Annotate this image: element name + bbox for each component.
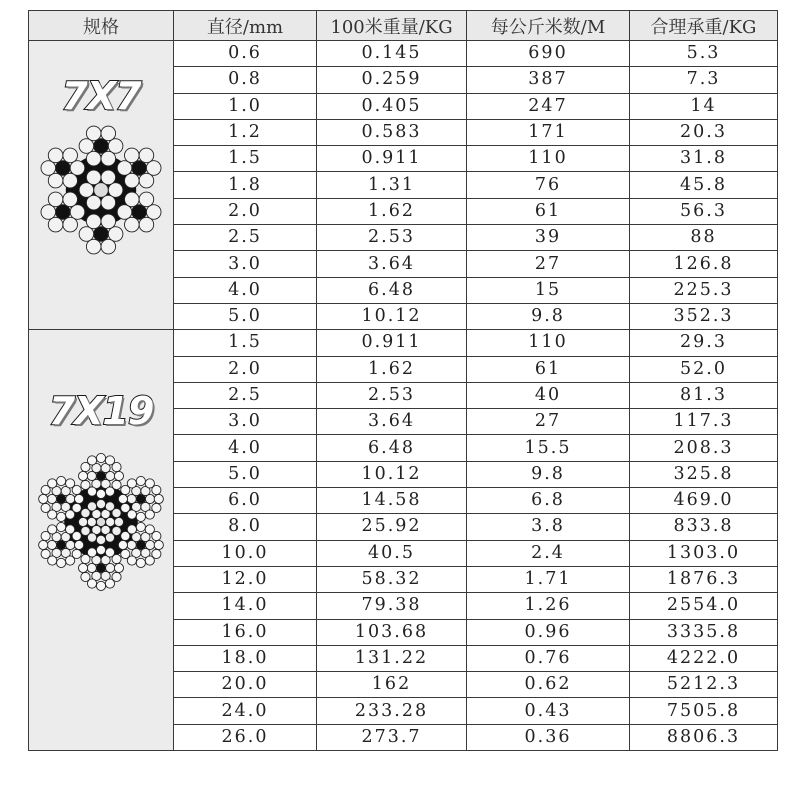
weight-per-100m-cell: 10.12 [317, 303, 467, 329]
rated-load-cell: 4222.0 [630, 645, 778, 671]
weight-per-100m-cell: 0.259 [317, 67, 467, 93]
diameter-cell: 10.0 [174, 540, 317, 566]
meters-per-kg-cell: 27 [467, 409, 630, 435]
table-row [29, 41, 778, 67]
rated-load-cell: 81.3 [630, 382, 778, 408]
rated-load-cell: 45.8 [630, 172, 778, 198]
spec-title: 7X19 [48, 389, 154, 434]
diameter-cell: 5.0 [174, 461, 317, 487]
rated-load-cell: 14 [630, 93, 778, 119]
weight-per-100m-cell: 1.62 [317, 356, 467, 382]
diameter-cell: 1.5 [174, 330, 317, 356]
meters-per-kg-cell: 15 [467, 277, 630, 303]
diameter-cell: 8.0 [174, 514, 317, 540]
diameter-cell: 1.2 [174, 119, 317, 145]
weight-per-100m-cell: 1.31 [317, 172, 467, 198]
rope-7x19-cross-section-icon [29, 452, 173, 592]
meters-per-kg-cell: 0.76 [467, 645, 630, 671]
diameter-cell: 4.0 [174, 277, 317, 303]
meters-per-kg-cell: 61 [467, 198, 630, 224]
diameter-cell: 3.0 [174, 409, 317, 435]
weight-per-100m-cell: 6.48 [317, 435, 467, 461]
table-row [29, 330, 778, 356]
meters-per-kg-cell: 690 [467, 41, 630, 67]
header-diameter: 直径/mm [174, 11, 317, 41]
diameter-cell: 2.5 [174, 382, 317, 408]
diameter-cell: 6.0 [174, 488, 317, 514]
diameter-cell: 4.0 [174, 435, 317, 461]
rated-load-cell: 5212.3 [630, 672, 778, 698]
weight-per-100m-cell: 3.64 [317, 409, 467, 435]
diameter-cell: 0.6 [174, 41, 317, 67]
weight-per-100m-cell: 6.48 [317, 277, 467, 303]
rated-load-cell: 3335.8 [630, 619, 778, 645]
weight-per-100m-cell: 40.5 [317, 540, 467, 566]
wire-rope-spec-sheet [28, 10, 777, 751]
weight-per-100m-cell: 10.12 [317, 461, 467, 487]
meters-per-kg-cell: 171 [467, 119, 630, 145]
rated-load-cell: 52.0 [630, 356, 778, 382]
spec-title: 7X7 [61, 74, 141, 118]
rated-load-cell: 8806.3 [630, 724, 778, 750]
diameter-cell: 16.0 [174, 619, 317, 645]
weight-per-100m-cell: 273.7 [317, 724, 467, 750]
weight-per-100m-cell: 1.62 [317, 198, 467, 224]
diameter-cell: 1.0 [174, 93, 317, 119]
diameter-cell: 2.0 [174, 356, 317, 382]
meters-per-kg-cell: 1.26 [467, 593, 630, 619]
meters-per-kg-cell: 61 [467, 356, 630, 382]
meters-per-kg-cell: 15.5 [467, 435, 630, 461]
meters-per-kg-cell: 3.8 [467, 514, 630, 540]
diameter-cell: 1.8 [174, 172, 317, 198]
header-weight-per-100m: 100米重量/KG [317, 11, 467, 41]
weight-per-100m-cell: 2.53 [317, 225, 467, 251]
diameter-cell: 1.5 [174, 146, 317, 172]
weight-per-100m-cell: 0.911 [317, 330, 467, 356]
meters-per-kg-cell: 9.8 [467, 461, 630, 487]
weight-per-100m-cell: 0.583 [317, 119, 467, 145]
meters-per-kg-cell: 9.8 [467, 303, 630, 329]
rated-load-cell: 325.8 [630, 461, 778, 487]
diameter-cell: 24.0 [174, 698, 317, 724]
weight-per-100m-cell: 0.911 [317, 146, 467, 172]
diameter-cell: 20.0 [174, 672, 317, 698]
diameter-cell: 5.0 [174, 303, 317, 329]
meters-per-kg-cell: 76 [467, 172, 630, 198]
weight-per-100m-cell: 0.405 [317, 93, 467, 119]
weight-per-100m-cell: 25.92 [317, 514, 467, 540]
diameter-cell: 3.0 [174, 251, 317, 277]
rated-load-cell: 7.3 [630, 67, 778, 93]
weight-per-100m-cell: 79.38 [317, 593, 467, 619]
diameter-cell: 12.0 [174, 566, 317, 592]
meters-per-kg-cell: 2.4 [467, 540, 630, 566]
weight-per-100m-cell: 58.32 [317, 566, 467, 592]
rated-load-cell: 2554.0 [630, 593, 778, 619]
spec-cell-content [29, 330, 173, 592]
weight-per-100m-cell: 14.58 [317, 488, 467, 514]
header-row [29, 11, 778, 41]
meters-per-kg-cell: 40 [467, 382, 630, 408]
diameter-cell: 2.0 [174, 198, 317, 224]
weight-per-100m-cell: 3.64 [317, 251, 467, 277]
weight-per-100m-cell: 233.28 [317, 698, 467, 724]
weight-per-100m-cell: 0.145 [317, 41, 467, 67]
rated-load-cell: 20.3 [630, 119, 778, 145]
rated-load-cell: 833.8 [630, 514, 778, 540]
rated-load-cell: 88 [630, 225, 778, 251]
header-spec: 规格 [29, 11, 174, 41]
table-body [29, 41, 778, 751]
meters-per-kg-cell: 0.43 [467, 698, 630, 724]
meters-per-kg-cell: 247 [467, 93, 630, 119]
meters-per-kg-cell: 110 [467, 146, 630, 172]
rated-load-cell: 1876.3 [630, 566, 778, 592]
meters-per-kg-cell: 6.8 [467, 488, 630, 514]
diameter-cell: 2.5 [174, 225, 317, 251]
rated-load-cell: 56.3 [630, 198, 778, 224]
rated-load-cell: 5.3 [630, 41, 778, 67]
diameter-cell: 0.8 [174, 67, 317, 93]
spec-cell-content [29, 41, 173, 255]
meters-per-kg-cell: 387 [467, 67, 630, 93]
meters-per-kg-cell: 0.62 [467, 672, 630, 698]
rope-7x7-cross-section-icon [29, 125, 173, 255]
rated-load-cell: 1303.0 [630, 540, 778, 566]
header-meters-per-kg: 每公斤米数/M [467, 11, 630, 41]
meters-per-kg-cell: 0.36 [467, 724, 630, 750]
rated-load-cell: 31.8 [630, 146, 778, 172]
rated-load-cell: 126.8 [630, 251, 778, 277]
meters-per-kg-cell: 1.71 [467, 566, 630, 592]
header-rated-load: 合理承重/KG [630, 11, 778, 41]
weight-per-100m-cell: 162 [317, 672, 467, 698]
meters-per-kg-cell: 0.96 [467, 619, 630, 645]
diameter-cell: 26.0 [174, 724, 317, 750]
rated-load-cell: 117.3 [630, 409, 778, 435]
meters-per-kg-cell: 110 [467, 330, 630, 356]
meters-per-kg-cell: 39 [467, 225, 630, 251]
rated-load-cell: 7505.8 [630, 698, 778, 724]
spec-cell-7x19 [29, 330, 174, 751]
spec-cell-7x7 [29, 41, 174, 330]
weight-per-100m-cell: 103.68 [317, 619, 467, 645]
rated-load-cell: 29.3 [630, 330, 778, 356]
rated-load-cell: 469.0 [630, 488, 778, 514]
rated-load-cell: 352.3 [630, 303, 778, 329]
weight-per-100m-cell: 131.22 [317, 645, 467, 671]
diameter-cell: 18.0 [174, 645, 317, 671]
rated-load-cell: 208.3 [630, 435, 778, 461]
diameter-cell: 14.0 [174, 593, 317, 619]
meters-per-kg-cell: 27 [467, 251, 630, 277]
spec-table [28, 10, 778, 751]
weight-per-100m-cell: 2.53 [317, 382, 467, 408]
rated-load-cell: 225.3 [630, 277, 778, 303]
